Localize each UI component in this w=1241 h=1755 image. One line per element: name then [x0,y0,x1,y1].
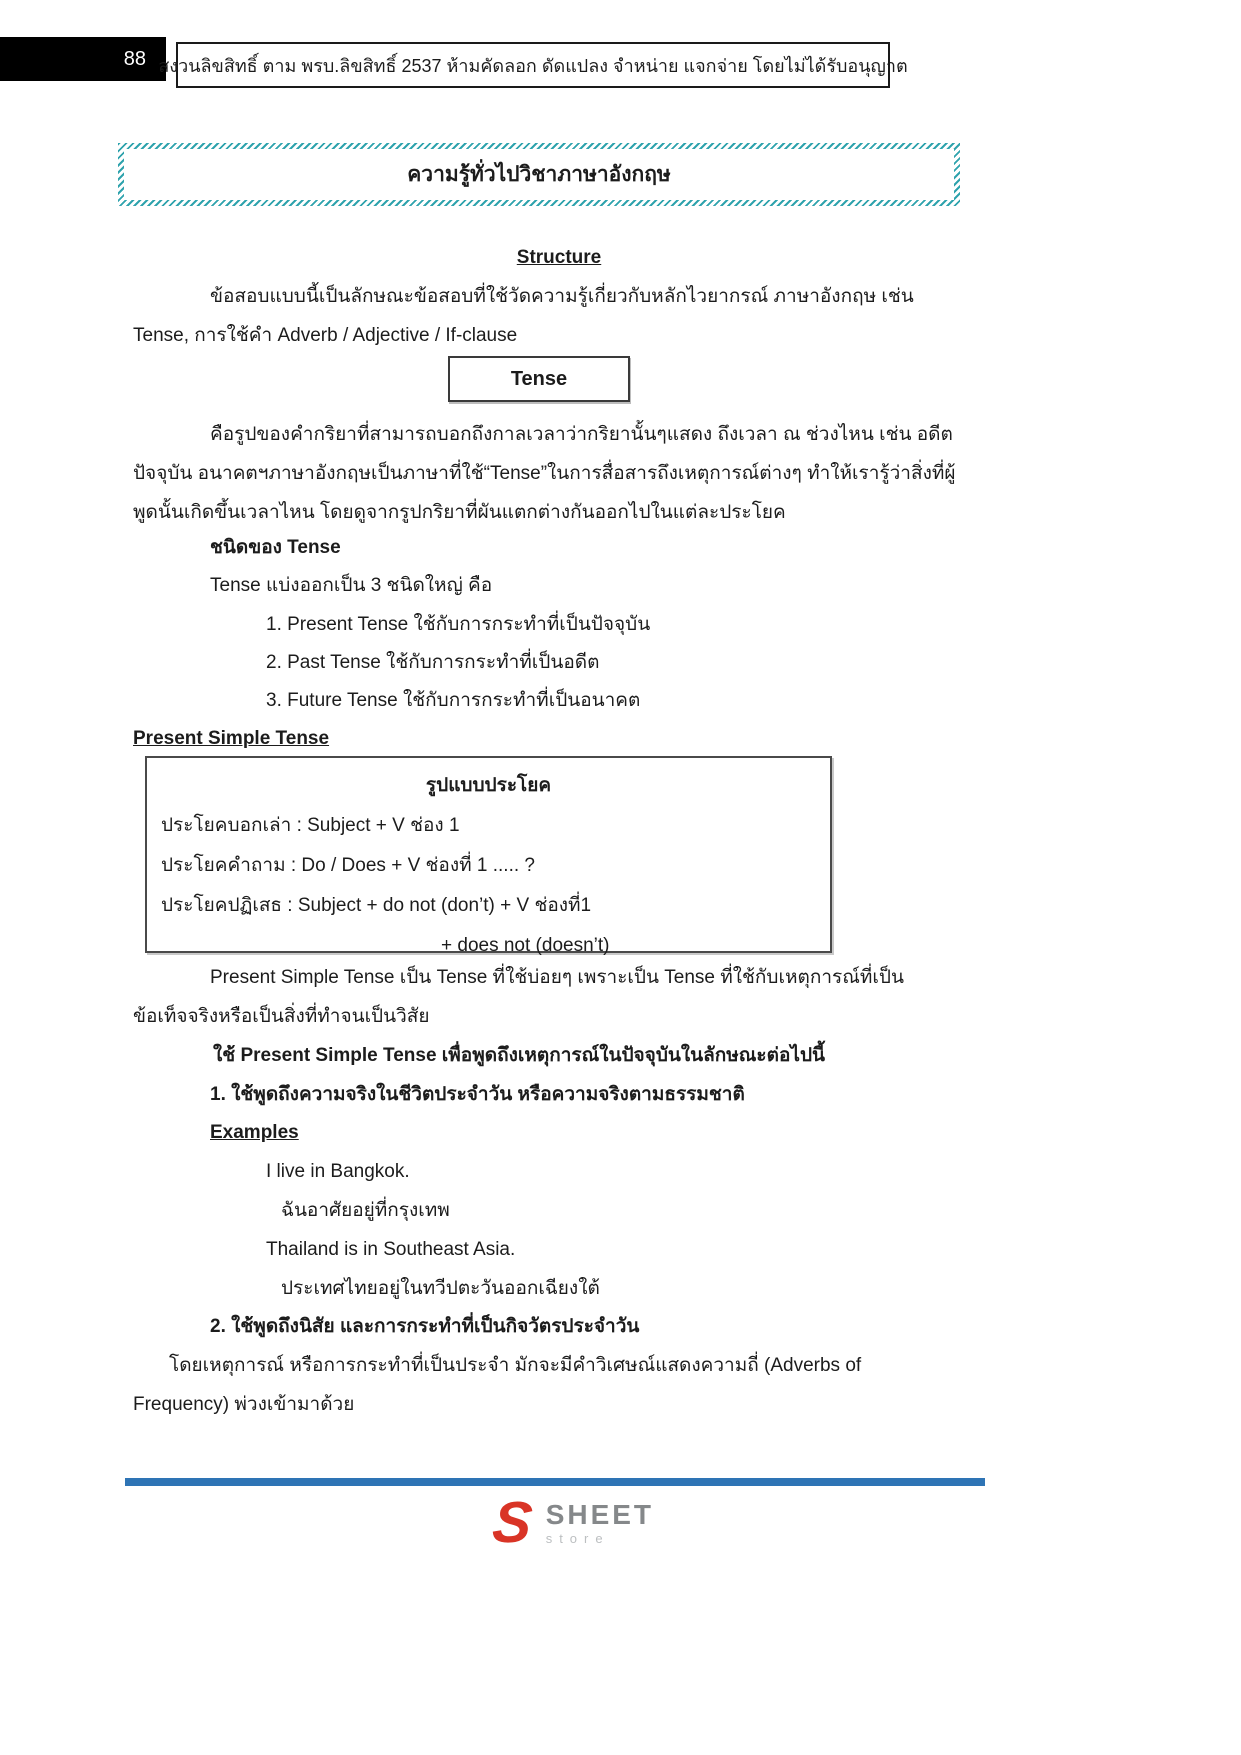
tense-type-item-1: 1. Present Tense ใช้กับการกระทำที่เป็นปัจจุบัน [266,614,651,635]
example-2-th: ประเทศไทยอยู่ในทวีปตะวันออกเฉียงใต้ [281,1278,600,1299]
pattern-question: ประโยคคำถาม : Do / Does + V ช่องที่ 1 ..... ? [161,855,535,876]
structure-paragraph-line2: Tense, การใช้คำ Adverb / Adjective / If-clause [133,325,518,346]
present-simple-heading: Present Simple Tense [133,728,330,749]
usage-heading: ใช้ Present Simple Tense เพื่อพูดถึงเหตุการณ์ในปัจจุบันในลักษณะต่อไปนี้ [213,1045,825,1066]
subject-title: ความรู้ทั่วไปวิชาภาษาอังกฤษ [124,149,954,200]
usage2-line2: Frequency) พ่วงเข้ามาด้วย [133,1394,355,1415]
tense-types-intro: Tense แบ่งออกเป็น 3 ชนิดใหญ่ คือ [210,575,493,596]
tense-title: Tense [510,367,568,390]
brand-subtitle: store [545,1530,610,1546]
usage1-heading: 1. ใช้พูดถึงความจริงในชีวิตประจำวัน หรือความจริงตามธรรมชาติ [210,1084,745,1105]
present-simple-desc-line2: ข้อเท็จจริงหรือเป็นสิ่งที่ทำจนเป็นวิสัย [133,1006,430,1027]
usage2-line1: โดยเหตุการณ์ หรือการกระทำที่เป็นประจำ มักจะมีคำวิเศษณ์แสดงความถี่ (Adverbs of [169,1355,862,1376]
tense-paragraph-line3: พูดนั้นเกิดขึ้นเวลาไหน โดยดูจากรูปกริยาที่ผันแตกต่างกันออกไปในแต่ละประโยค [133,502,786,523]
pattern-negative-2: + does not (doesn’t) [441,935,610,956]
example-1-en: I live in Bangkok. [266,1161,410,1182]
pattern-title: รูปแบบประโยค [425,775,552,796]
tense-paragraph-line2: ปัจจุบัน อนาคตฯภาษาอังกฤษเป็นภาษาที่ใช้“Tense”ในการสื่อสารถึงเหตุการณ์ต่างๆ ทำให้เรารู้ว่าสิ่งที่ผู้ [133,463,956,484]
examples-heading: Examples [210,1122,299,1143]
tense-type-item-3: 3. Future Tense ใช้กับการกระทำที่เป็นอนาคต [266,690,641,711]
usage2-heading: 2. ใช้พูดถึงนิสัย และการกระทำที่เป็นกิจวัตรประจำวัน [210,1316,640,1337]
structure-heading: Structure [516,247,602,268]
tense-paragraph-line1: คือรูปของคำกริยาที่สามารถบอกถึงกาลเวลาว่ากริยานั้นๆแสดง ถึงเวลา ณ ช่วงไหน เช่น อดีต [210,424,953,445]
footer-divider-bar [125,1478,985,1486]
copyright-text: สงวนลิขสิทธิ์ ตาม พรบ.ลิขสิทธิ์ 2537 ห้ามคัดลอก ดัดแปลง จำหน่าย แจกจ่าย โดยไม่ได้รับอนุญาต [158,55,908,76]
tense-types-heading: ชนิดของ Tense [210,537,341,558]
logo-s-icon: S [489,1490,536,1555]
page-number-box [0,37,166,81]
pattern-negative: ประโยคปฏิเสธ : Subject + do not (don’t) + V ช่องที่1 [161,895,592,916]
page-number: 88 [123,47,146,70]
present-simple-desc-line1: Present Simple Tense เป็น Tense ที่ใช้บ่อยๆ เพราะเป็น Tense ที่ใช้กับเหตุการณ์ที่เป็น [210,967,904,988]
brand-name: SHEET [545,1499,655,1531]
structure-paragraph-line1: ข้อสอบแบบนี้เป็นลักษณะข้อสอบที่ใช้วัดความรู้เกี่ยวกับหลักไวยากรณ์ ภาษาอังกฤษ เช่น [210,286,914,307]
sentence-pattern-box [145,756,832,956]
tense-type-item-2: 2. Past Tense ใช้กับการกระทำที่เป็นอดีต [266,652,600,673]
tense-title-box [448,356,630,402]
example-2-en: Thailand is in Southeast Asia. [266,1239,516,1260]
copyright-notice-box [158,42,908,88]
subject-title-box [118,143,960,206]
example-1-th: ฉันอาศัยอยู่ที่กรุงเทพ [281,1200,450,1221]
sheet-store-logo [489,1490,655,1555]
pattern-affirmative: ประโยคบอกเล่า : Subject + V ช่อง 1 [161,815,460,836]
